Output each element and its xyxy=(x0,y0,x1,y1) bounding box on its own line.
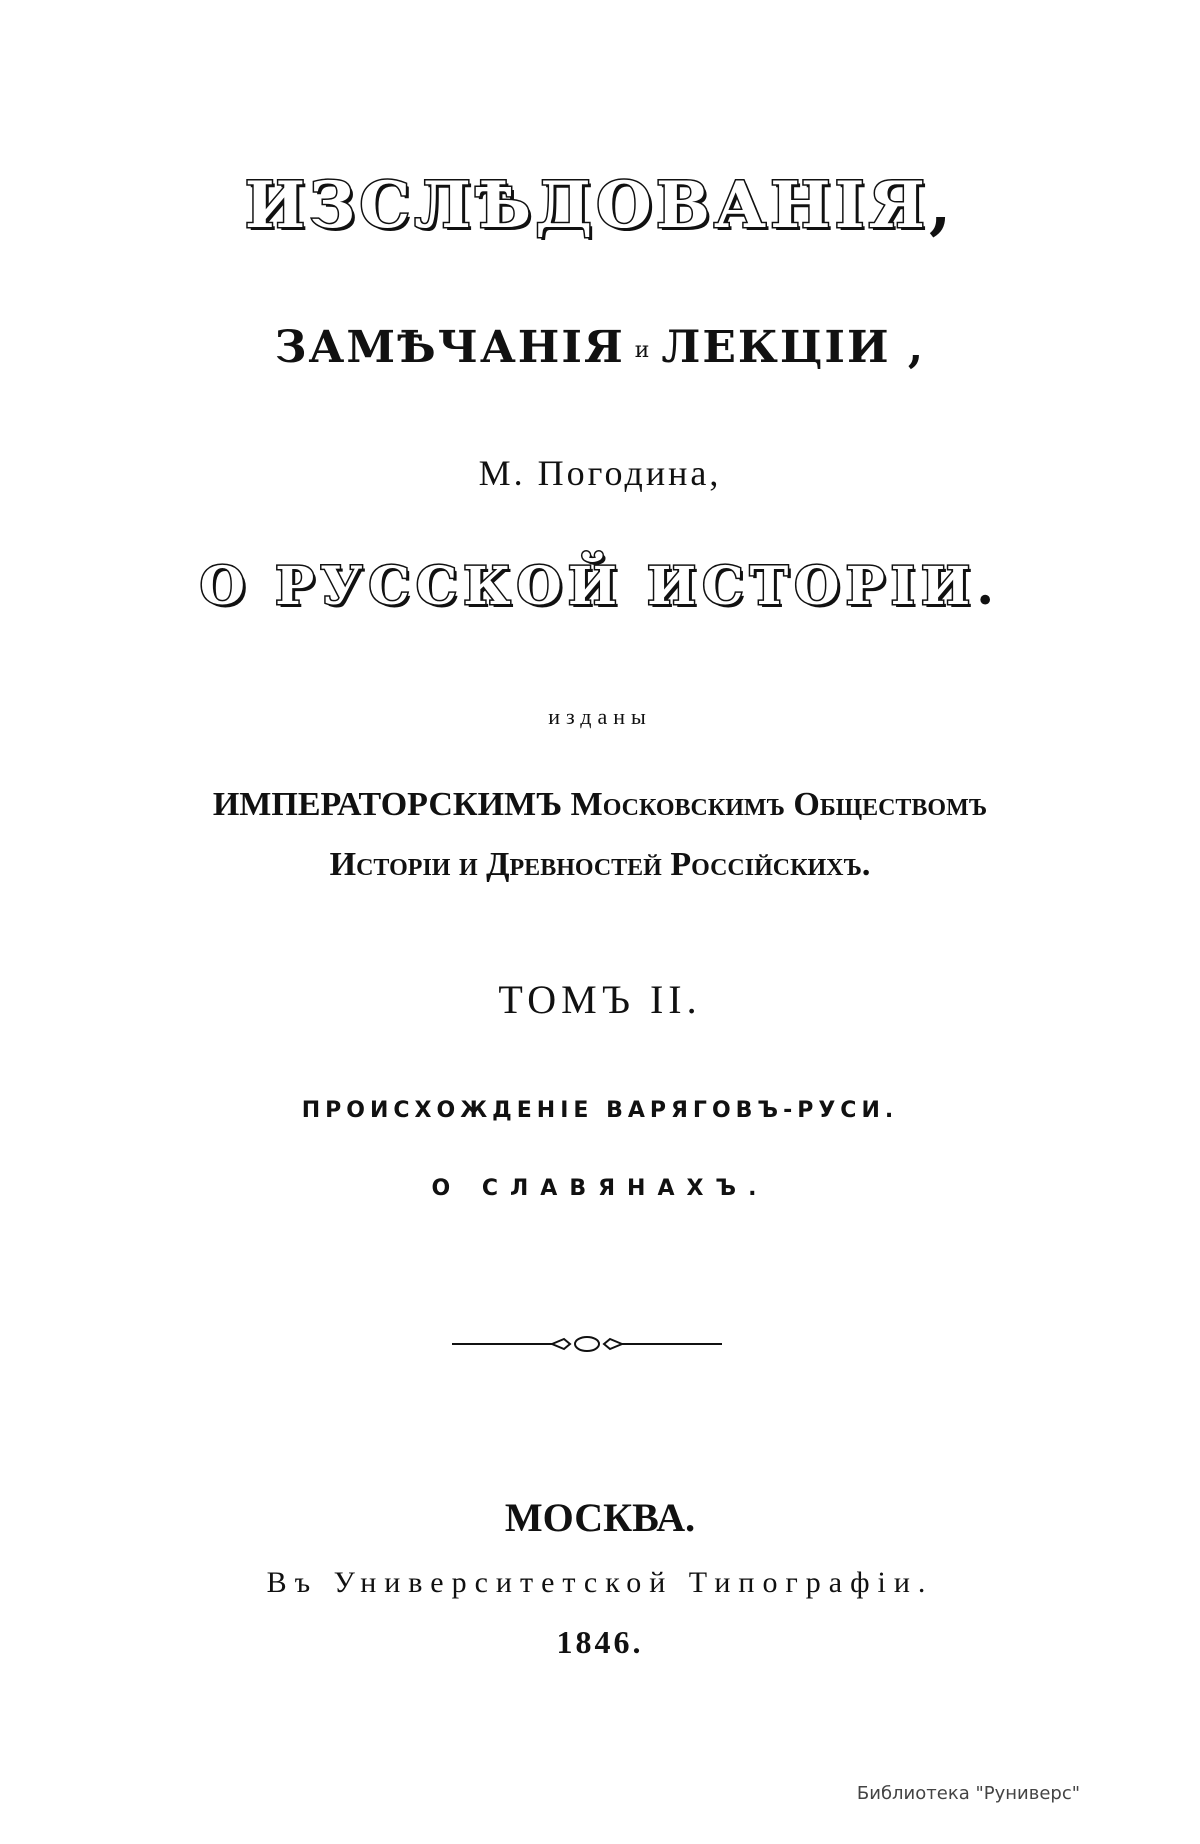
contents-slavs: О СЛАВЯНАХЪ. xyxy=(431,1176,769,1201)
volume-number: ТОМЪ II. xyxy=(498,977,702,1022)
subtitle-conjunction: и xyxy=(634,338,652,363)
publication-year: 1846. xyxy=(556,1624,644,1660)
second-title-dot: . xyxy=(976,556,1001,617)
subtitle-left: ЗАМѢЧАНІЯ xyxy=(274,322,625,373)
society-line-1 xyxy=(0,786,1200,824)
city: МОСКВА. xyxy=(504,1495,696,1540)
author-name: М. Погодина, xyxy=(478,453,722,493)
printing-house: Въ Университетской Типографіи. xyxy=(266,1566,934,1599)
main-title xyxy=(0,168,1200,243)
second-title xyxy=(0,556,1200,617)
second-title-text: О РУССКОЙ ИСТОРІИ xyxy=(199,556,977,617)
library-watermark: Библиотека "Руниверс" xyxy=(856,1783,1080,1804)
subtitle xyxy=(0,322,1200,373)
subtitle-right: ЛЕКЦІИ , xyxy=(661,322,926,373)
main-title-text: ИЗСЛѢДОВАНІЯ xyxy=(244,168,929,243)
main-title-comma: , xyxy=(928,168,956,243)
issued-label: изданы xyxy=(548,704,652,729)
contents-origin: ПРОИСХОЖДЕНІЕ ВАРЯГОВЪ-РУСИ. xyxy=(301,1098,899,1123)
society-line-2: Исторіи и Древностей Россійскихъ. xyxy=(329,846,871,883)
society-imperial: ИМПЕРАТОРСКИМЪ xyxy=(212,786,563,823)
ornamental-rule-icon xyxy=(452,1332,722,1356)
society-moscow: Московскимъ Обществомъ xyxy=(570,786,988,823)
